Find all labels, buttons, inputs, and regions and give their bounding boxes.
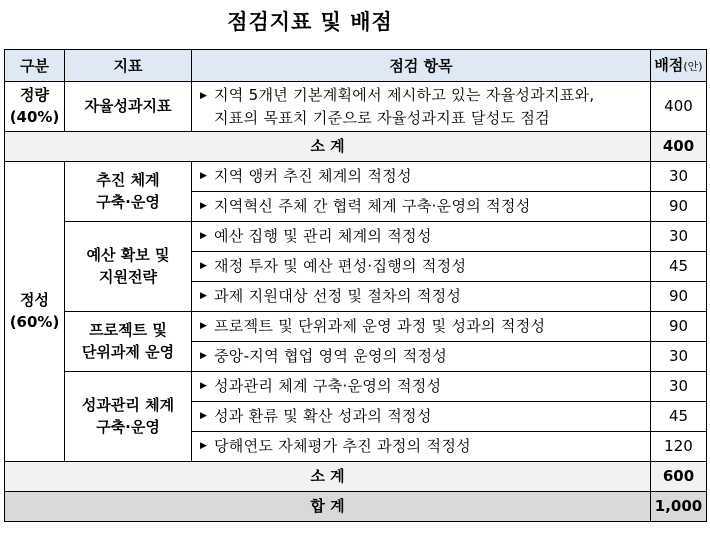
- subtotal-value: 600: [651, 461, 707, 491]
- header-score: [651, 50, 707, 82]
- score-cell: 90: [651, 281, 707, 311]
- subtotal-label: 소 계: [5, 461, 651, 491]
- bullet-icon: ▶: [200, 90, 208, 101]
- score-cell: 30: [651, 371, 707, 401]
- category-ratio: (60%): [9, 313, 60, 331]
- table-row: [5, 311, 707, 341]
- category-quantitative: [5, 82, 65, 132]
- score-cell: 30: [651, 341, 707, 371]
- header-item: 점검 항목: [192, 50, 651, 82]
- item-cell: [192, 401, 651, 431]
- header-indicator: 지표: [65, 50, 192, 82]
- subtotal-row: [5, 131, 707, 161]
- score-cell: 90: [651, 191, 707, 221]
- category-label: 정성: [20, 291, 49, 309]
- item-text: 성과 환류 및 확산 성과의 적정성: [214, 406, 432, 425]
- bullet-icon: ▶: [200, 291, 208, 302]
- table-row: [5, 371, 707, 401]
- indicator-line: 추진 체계: [96, 171, 160, 189]
- item-cell: [192, 191, 651, 221]
- score-cell: 120: [651, 431, 707, 461]
- item-text: 당해연도 자체평가 추진 과정의 적정성: [214, 436, 471, 455]
- score-cell: 30: [651, 161, 707, 191]
- item-text: 재정 투자 및 예산 편성·집행의 적정성: [214, 256, 467, 275]
- indicator-line: 성과관리 체계: [81, 396, 175, 414]
- category-label: 정량: [20, 86, 49, 105]
- indicator-line: 프로젝트 및: [89, 321, 167, 339]
- header-score-unit: (안): [683, 59, 703, 73]
- page-title: 점검지표 및 배점: [227, 10, 393, 34]
- bullet-icon: ▶: [200, 411, 208, 422]
- item-text: 지역혁신 주체 간 협력 체계 구축·운영의 적정성: [214, 196, 531, 215]
- score-cell: 90: [651, 311, 707, 341]
- score-table: [4, 49, 707, 522]
- item-text: 프로젝트 및 단위과제 운영 과정 및 성과의 적정성: [214, 316, 546, 335]
- item-cell: [192, 371, 651, 401]
- category-ratio: (40%): [9, 108, 60, 127]
- item-text: 중앙-지역 협업 영역 운영의 적정성: [214, 346, 448, 365]
- bullet-icon: ▶: [200, 171, 208, 182]
- bullet-icon: ▶: [200, 261, 208, 272]
- indicator-line: 예산 확보 및: [86, 246, 170, 264]
- indicator-cell: [65, 371, 192, 461]
- score-cell: 30: [651, 221, 707, 251]
- item-text: 성과관리 체계 구축·운영의 적정성: [214, 376, 442, 395]
- table-row: [5, 82, 707, 132]
- bullet-icon: ▶: [200, 231, 208, 242]
- total-label: 합 계: [5, 491, 651, 521]
- indicator-line: 구축·운영: [96, 193, 160, 211]
- item-cell: [192, 221, 651, 251]
- score-cell: 45: [651, 401, 707, 431]
- bullet-icon: ▶: [200, 441, 208, 452]
- bullet-icon: ▶: [200, 321, 208, 332]
- indicator-cell: [65, 161, 192, 221]
- indicator-cell: 자율성과지표: [65, 82, 192, 132]
- item-cell: [192, 281, 651, 311]
- item-cell: [192, 82, 651, 132]
- indicator-cell: [65, 311, 192, 371]
- item-text: 예산 집행 및 관리 체계의 적정성: [214, 226, 432, 245]
- header-category: 구분: [5, 50, 65, 82]
- header-score-label: 배점: [654, 55, 684, 74]
- item-cell: [192, 251, 651, 281]
- item-cell: [192, 161, 651, 191]
- indicator-line: 구축·운영: [96, 418, 160, 436]
- header-row: [5, 50, 707, 82]
- indicator-line: 단위과제 운영: [81, 343, 175, 361]
- category-qualitative: [5, 161, 65, 461]
- bullet-icon: ▶: [200, 381, 208, 392]
- score-cell: 400: [651, 82, 707, 132]
- indicator-line: 지원전략: [99, 268, 157, 286]
- table-row: [5, 161, 707, 191]
- subtotal-row: [5, 461, 707, 491]
- total-row: [5, 491, 707, 521]
- item-text: 지역 앵커 추진 체계의 적정성: [214, 166, 412, 185]
- item-cell: [192, 341, 651, 371]
- score-cell: 45: [651, 251, 707, 281]
- item-text: 지역 5개년 기본계획에서 제시하고 있는 자율성과지표와,: [214, 86, 595, 104]
- item-cell: [192, 431, 651, 461]
- bullet-icon: ▶: [200, 351, 208, 362]
- item-text: 과제 지원대상 선정 및 절차의 적정성: [214, 286, 462, 305]
- indicator-cell: [65, 221, 192, 311]
- subtotal-label: 소 계: [5, 131, 651, 161]
- total-value: 1,000: [651, 491, 707, 521]
- bullet-icon: ▶: [200, 201, 208, 212]
- item-cell: [192, 311, 651, 341]
- subtotal-value: 400: [651, 131, 707, 161]
- item-text: 지표의 목표치 기준으로 자율성과지표 달성도 점검: [214, 108, 550, 127]
- table-row: [5, 221, 707, 251]
